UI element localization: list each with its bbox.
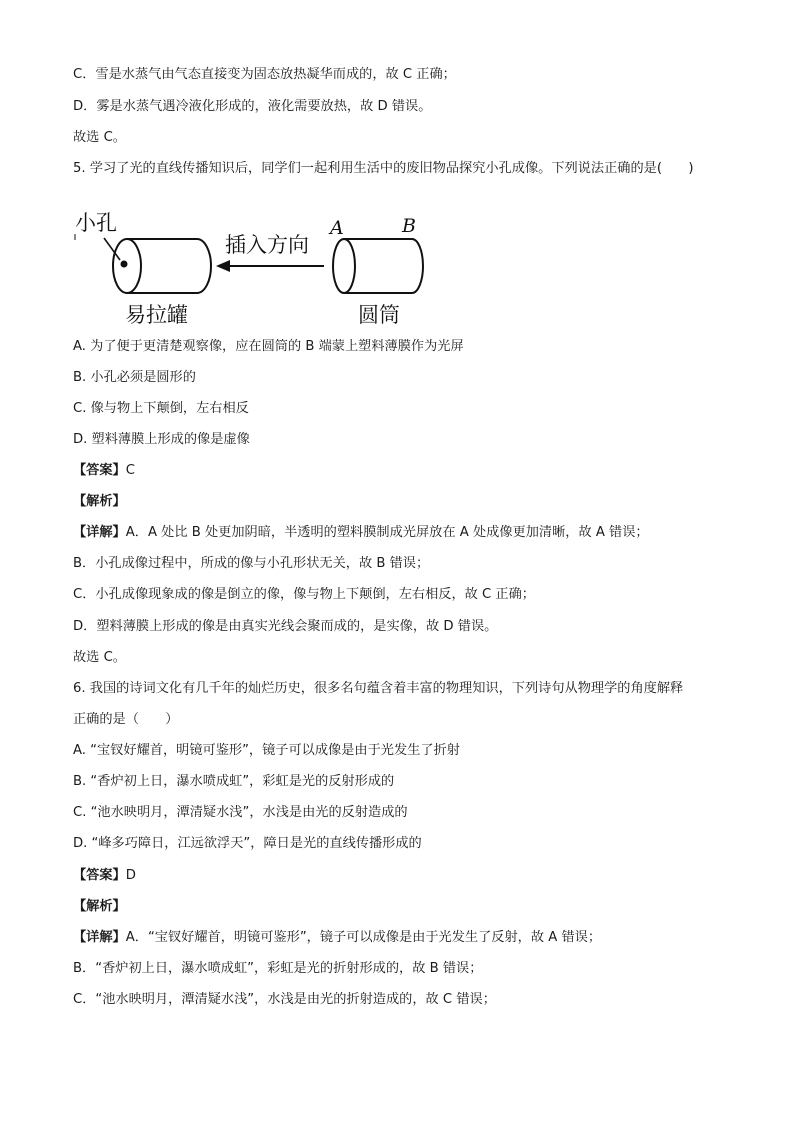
question-6-stem-line2: 正确的是（ ） [73, 712, 179, 727]
q6-option-b: B. “香炉初上日，瀑水喷成虹”，彩虹是光的反射形成的 [73, 774, 395, 789]
q5-analysis-tag: 【解析】 [73, 494, 126, 509]
can-label: 易拉罐 [125, 303, 188, 327]
q6-option-d: D. “峰多巧障日，江远欲浮天”，障日是光的直线传播形成的 [73, 836, 422, 851]
question-6-stem-line1: 6. 我国的诗词文化有几千年的灿烂历史，很多名句蕴含着丰富的物理知识，下列诗句从物理学的角度解释 [73, 681, 684, 696]
q6-option-c: C. “池水映明月，潭清疑水浅”，水浅是由光的反射造成的 [73, 805, 408, 820]
q5-option-d: D. 塑料薄膜上形成的像是虚像 [73, 432, 250, 447]
can-cylinder [113, 239, 211, 293]
q6-detail-a [73, 929, 601, 947]
q5-detail-c: C．小孔成像现象成的像是倒立的像，像与物上下颠倒，左右相反，故 C 正确； [73, 587, 535, 602]
point-a-label: A [330, 217, 344, 239]
q5-option-c: C. 像与物上下颠倒，左右相反 [73, 401, 249, 416]
line-prev-c: C．雪是水蒸气由气态直接变为固态放热凝华而成的，故 C 正确； [73, 67, 456, 82]
detail-a-text: A．“宝钗好耀首，明镜可鉴形”，镜子可以成像是由于光发生了反射，故 A 错误； [125, 930, 602, 945]
detail-a-text: A．A 处比 B 处更加阴暗，半透明的塑料膜制成光屏放在 A 处成像更加清晰，故 A 错误； [125, 525, 649, 540]
q6-detail-c: C．“池水映明月，潭清疑水浅”，水浅是由光的折射造成的，故 C 错误； [73, 992, 496, 1007]
detail-tag: 【详解】 [73, 525, 126, 540]
q5-detail-a [73, 524, 649, 542]
line-prev-conclusion: 故选 C。 [73, 130, 126, 145]
pinhole-dot [121, 261, 128, 268]
point-b-label: B [402, 215, 416, 237]
answer-value: D [125, 868, 136, 883]
q5-answer [73, 462, 135, 480]
answer-tag: 【答案】 [73, 463, 126, 478]
answer-tag: 【答案】 [73, 868, 126, 883]
tube-cylinder [333, 239, 423, 293]
hole-label: 小孔 [75, 211, 117, 235]
line-prev-d: D．雾是水蒸气遇冷液化形成的，液化需要放热，故 D 错误。 [73, 99, 432, 114]
q5-conclusion: 故选 C。 [73, 650, 126, 665]
q5-option-a: A. 为了便于更清楚观察像，应在圆筒的 B 端蒙上塑料薄膜作为光屏 [73, 339, 464, 354]
tube-label: 圆筒 [358, 303, 400, 327]
q6-analysis-tag: 【解析】 [73, 899, 126, 914]
q5-option-b: B. 小孔必须是圆形的 [73, 370, 196, 385]
answer-value: C [125, 463, 135, 478]
insert-direction-arrow [216, 260, 324, 272]
q6-detail-b: B．“香炉初上日，瀑水喷成虹”，彩虹是光的折射形成的，故 B 错误； [73, 961, 483, 976]
question-5-stem: 5. 学习了光的直线传播知识后，同学们一起利用生活中的废旧物品探究小孔成像。下列说法正确的是( ) [73, 161, 694, 176]
q6-answer [73, 867, 136, 885]
pinhole-camera-figure [72, 200, 432, 330]
q5-detail-b: B．小孔成像过程中，所成的像与小孔形状无关，故 B 错误； [73, 556, 430, 571]
detail-tag: 【详解】 [73, 930, 126, 945]
q5-detail-d: D．塑料薄膜上形成的像是由真实光线会聚而成的，是实像，故 D 错误。 [73, 619, 498, 634]
arrow-label: 插入方向 [225, 233, 309, 257]
q6-option-a: A. “宝钗好耀首，明镜可鉴形”，镜子可以成像是由于光发生了折射 [73, 743, 460, 758]
